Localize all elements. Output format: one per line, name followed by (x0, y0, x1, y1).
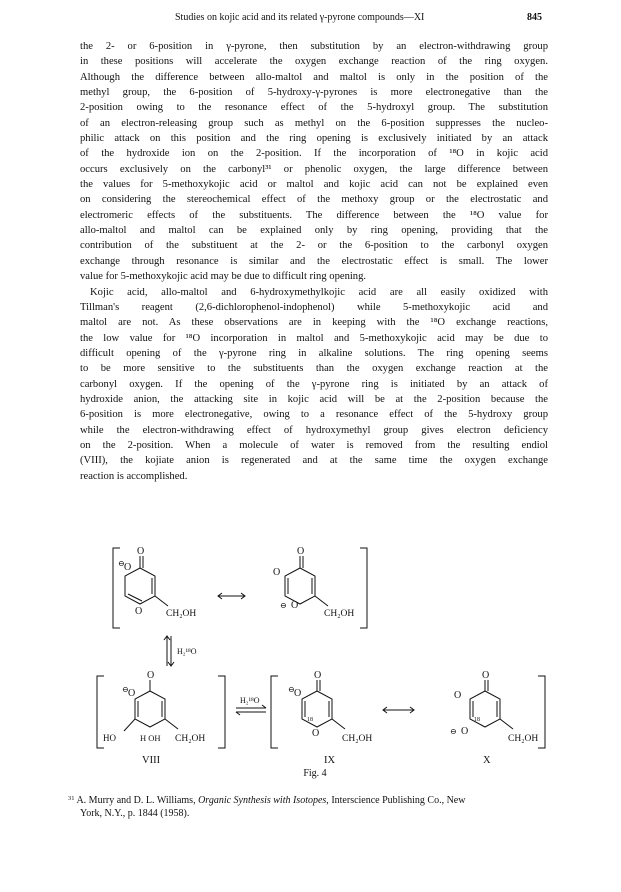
text-line: occurs exclusively on the carbonyl³¹ or phenolic oxygen, the large difference between (80, 163, 548, 175)
text-line: of an electron-releasing group such as methyl on the 6-position suppresses the nucleo- (80, 117, 548, 129)
text-line: philic attack on this position and the ring opening is exclusively initiated by an attack (80, 133, 548, 145)
text-line: (VIII), the kojiate anion is regenerated and at the same time the oxygen exchange (80, 455, 548, 467)
phenoxide-o-viii: O (128, 688, 136, 699)
compound-number-x: X (483, 755, 491, 766)
body-text (80, 39, 548, 484)
resonance-arrow-2 (383, 707, 414, 713)
figure-4 (80, 538, 550, 778)
text-line: 2-position owing to the resonance effect of the 5-hydroxyl group. The substitution (80, 102, 548, 114)
page-number: 845 (527, 12, 542, 23)
phenoxide-o-1: O (124, 562, 132, 573)
resonance-arrow-1 (218, 593, 245, 599)
text-line: of the hydroxide ion on the 2-position. If the incorporation of ¹⁸O in kojic acid (80, 148, 548, 160)
bracket-right-1 (360, 548, 367, 628)
anion-charge-ix: ⊖ (288, 685, 295, 694)
text-line: on the 2-position. When a molecule of water is removed from the resulting endiol (80, 439, 548, 451)
text-line: difficult opening of the γ-pyrone ring in alkaline solutions. The ring opening seems (80, 347, 548, 359)
text-line: the 2- or 6-position in γ-pyrone, then substitution by an electron-withdrawing group (80, 41, 548, 52)
running-title: Studies on kojic acid and its related γ-pyrone compounds—XI (175, 12, 425, 23)
phenoxide-o-ix: O (294, 688, 302, 699)
text-line: reaction is accomplished. (80, 470, 188, 482)
carbonyl-o-1: O (137, 546, 145, 557)
text-line: hydroxide anion, the attacking site in kojic acid will be at the 2-position because the (80, 393, 548, 405)
footnote-author: A. Murry and D. L. Williams, (76, 795, 196, 806)
text-line: Although the difference between allo-maltol and maltol is only in the position of the (80, 71, 548, 83)
anion-charge-viii: ⊖ (122, 685, 129, 694)
ch2oh-label-x: CH₂OH (508, 734, 539, 744)
text-line: exchange through resonance is similar and the electrostatic effect is small. The lower (80, 255, 548, 267)
kojiate-anion-ring-2 (285, 556, 328, 606)
text-line: Tillman's reagent (2,6-dichlorophenol-indophenol) while 5-methoxykojic acid and (80, 301, 548, 313)
running-header (80, 12, 542, 26)
text-line: in these positions will accelerate the oxygen exchange reaction of the ring oxygen. (80, 56, 548, 68)
text-line: the values for 5-methoxykojic acid or maltol and kojic acid can not be explained even (80, 179, 548, 191)
footnote-marker: 31 (68, 795, 75, 802)
text-line: to be more sensitive to the substituents than the oxygen exchange reaction at the (80, 363, 548, 375)
anion-charge-1: ⊖ (118, 559, 125, 568)
text-line: on considering the stereochemical effect of the methoxy group or the electrostatic and (80, 194, 548, 206)
kojiate-anion-ring-1 (125, 556, 168, 606)
footnote-line-2: York, N.Y., p. 1844 (1958). (80, 808, 190, 819)
bracket-right-viii (218, 676, 225, 748)
text-line: allo-maltol and maltol can be explained only by ring opening, providing that the (80, 225, 548, 237)
text-line: maltol are not. As these observations are in keeping with the ¹⁸O exchange reactions, (80, 317, 548, 329)
text-line: carbonyl oxygen. If the opening of the γ-pyrone ring is initiated by an attack of (80, 378, 548, 390)
isotope-label-ix: 18 (307, 717, 313, 723)
footnote-publisher: Interscience Publishing Co., New (331, 795, 466, 806)
text-line: contribution of the substituent at the 2- or the 6-position to the carbonyl oxygen (80, 240, 548, 252)
ring-o-ix: O (312, 728, 320, 739)
ring-o-2: O (291, 600, 299, 611)
ho-label-viii: HO (103, 733, 116, 743)
ch2oh-label-1: CH₂OH (166, 609, 197, 619)
text-line: value for 5-methoxykojic acid may be due to difficult ring opening. (80, 271, 367, 283)
text-line: Kojic acid, allo-maltol and 6-hydroxymethylkojic acid are all easily oxidized with (90, 286, 548, 298)
isotope-label-x: 18 (474, 717, 480, 723)
carbonyl-o-ix: O (314, 670, 322, 681)
footnote (68, 794, 548, 820)
text-line: 6-position is more electronegative, owing to a resonance effect of the 5-hydroxy group (80, 409, 548, 421)
reagent-water-mid: H₂¹⁸O (240, 696, 260, 705)
footnote-book: Organic Synthesis with Isotopes, (198, 795, 329, 806)
carbonyl-o-2: O (297, 546, 305, 557)
keto-o-2: O (273, 567, 281, 578)
ch2oh-label-ix: CH₂OH (342, 734, 373, 744)
reagent-water-top: H₂¹⁸O (177, 647, 197, 656)
text-line: while the electron-withdrawing effect of hydroxymethyl group gives electron deficiency (80, 424, 548, 436)
anion-charge-2: ⊖ (280, 601, 287, 610)
ch2oh-label-2: CH₂OH (324, 609, 355, 619)
carbonyl-o-viii: O (147, 670, 155, 681)
hoh-label-viii: H OH (140, 733, 161, 743)
text-line: electromeric effects of the substituents. The difference between the ¹⁸O value for (80, 209, 548, 221)
compound-number-viii: VIII (142, 755, 161, 766)
ring-o-x: O (461, 726, 469, 737)
bracket-left-ix (271, 676, 278, 748)
anion-charge-x: ⊖ (450, 727, 457, 736)
ring-o-1: O (135, 606, 143, 617)
carbonyl-o-x: O (482, 670, 490, 681)
reaction-scheme (80, 538, 550, 778)
equilibrium-arrow-vertical (164, 636, 174, 666)
bracket-right-ix-x (538, 676, 545, 748)
text-line: the low value for ¹⁸O incorporation in maltol and 5-methoxykojic acid may be due to (80, 332, 548, 344)
keto-o-x: O (454, 690, 462, 701)
text-line: methyl group, the 6-position of 5-hydroxy-γ-pyrones is more electronegative than the (80, 87, 548, 99)
equilibrium-arrow-horizontal (236, 705, 266, 715)
compound-number-ix: IX (324, 755, 336, 766)
ch2oh-label-viii: CH₂OH (175, 734, 206, 744)
figure-caption: Fig. 4 (303, 768, 327, 779)
